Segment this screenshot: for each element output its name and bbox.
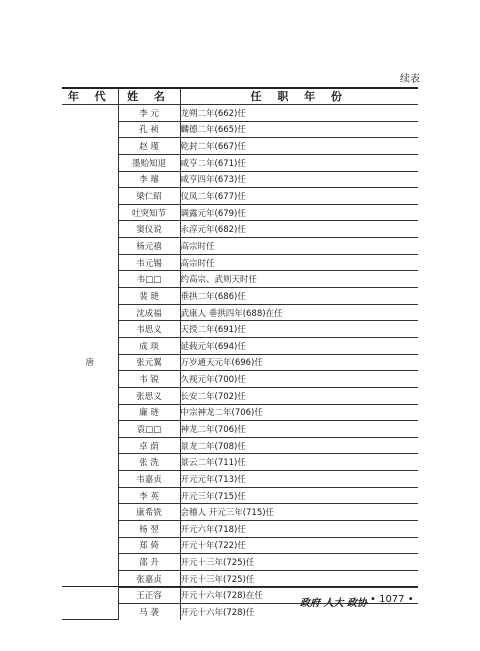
term-of-office: 咸亨四年(673)任 [180,171,418,188]
term-of-office: 开元十六年(728)在任 [180,587,418,604]
official-name: 韦 锐 [118,371,180,388]
official-name: 韦□□ [118,271,180,288]
official-name: 裴 琎 [118,288,180,305]
term-of-office: 万岁通天元年(696)任 [180,354,418,371]
official-name: 赵 瑾 [118,138,180,155]
term-of-office: 开元十年(722)任 [180,537,418,554]
official-name: 袁□□ [118,421,180,438]
official-name: 成 琰 [118,337,180,354]
page-number: • 1077 • [370,594,414,605]
official-name: 李 元 [118,105,180,122]
official-name: 康希铣 [118,504,180,521]
running-title: 政府 人大 政协 [300,598,367,609]
term-of-office: 会稽人 开元三年(715)任 [180,504,418,521]
official-name: 卓 荫 [118,437,180,454]
official-name: 廉 琏 [118,404,180,421]
official-name: 杨元禧 [118,238,180,255]
term-of-office: 景云二年(711)任 [180,454,418,471]
header-dynasty: 年 代 [62,88,118,105]
official-name: 郑 倚 [118,537,180,554]
official-name: 韦嘉贞 [118,471,180,488]
official-name: 张元翼 [118,354,180,371]
official-name: 韦元锡 [118,254,180,271]
official-name: 沈成福 [118,304,180,321]
continued-label: 续表 [400,74,420,85]
term-of-office: 开元元年(713)任 [180,471,418,488]
term-of-office: 高宗时任 [180,238,418,255]
table-bottom-rule [62,586,418,587]
official-name: 梁仁昭 [118,188,180,205]
official-name: 李 英 [118,487,180,504]
term-of-office: 调露元年(679)任 [180,204,418,221]
term-of-office: 武康人 垂拱四年(688)在任 [180,304,418,321]
term-of-office: 高宗时任 [180,254,418,271]
official-name: 李 璿 [118,171,180,188]
official-name: 张 洗 [118,454,180,471]
term-of-office: 延载元年(694)任 [180,337,418,354]
dynasty-cell: 唐 [62,105,118,620]
header-term: 任 职 年 份 [180,88,418,105]
term-of-office: 咸亨二年(671)任 [180,154,418,171]
official-name: 韦思义 [118,321,180,338]
official-name: 墨贻知退 [118,154,180,171]
term-of-office: 中宗神龙二年(706)任 [180,404,418,421]
official-name: 窦仪说 [118,221,180,238]
official-name: 王正容 [118,587,180,604]
official-name: 杨 翌 [118,521,180,538]
term-of-office: 神龙二年(706)任 [180,421,418,438]
term-of-office: 开元三年(715)任 [180,487,418,504]
term-of-office: 乾封二年(667)任 [180,138,418,155]
term-of-office: 开元十三年(725)任 [180,570,418,587]
term-of-office: 仪凤二年(677)任 [180,188,418,205]
table-row [62,105,418,122]
term-of-office: 约高宗、武则天时任 [180,271,418,288]
term-of-office: 长安二年(702)任 [180,387,418,404]
term-of-office: 景龙二年(708)任 [180,437,418,454]
term-of-office: 麟德二年(665)任 [180,121,418,138]
term-of-office: 久视元年(700)任 [180,371,418,388]
term-of-office: 开元六年(718)任 [180,521,418,538]
term-of-office: 垂拱二年(686)任 [180,288,418,305]
official-name: 张思义 [118,387,180,404]
term-of-office: 开元十三年(725)任 [180,554,418,571]
header-name: 姓 名 [118,88,180,105]
term-of-office: 永淳元年(682)任 [180,221,418,238]
term-of-office: 开元十六年(728)任 [180,608,255,619]
official-name: 吐突知节 [118,204,180,221]
official-name: 孔 祯 [118,121,180,138]
term-of-office: 龙朔二年(662)任 [180,105,418,122]
table-header-row [62,88,418,105]
officials-table [62,88,418,620]
official-name: 张嘉贞 [118,570,180,587]
term-of-office: 天授二年(691)任 [180,321,418,338]
official-name: 马 袭 [118,604,180,620]
official-name: 邵 升 [118,554,180,571]
